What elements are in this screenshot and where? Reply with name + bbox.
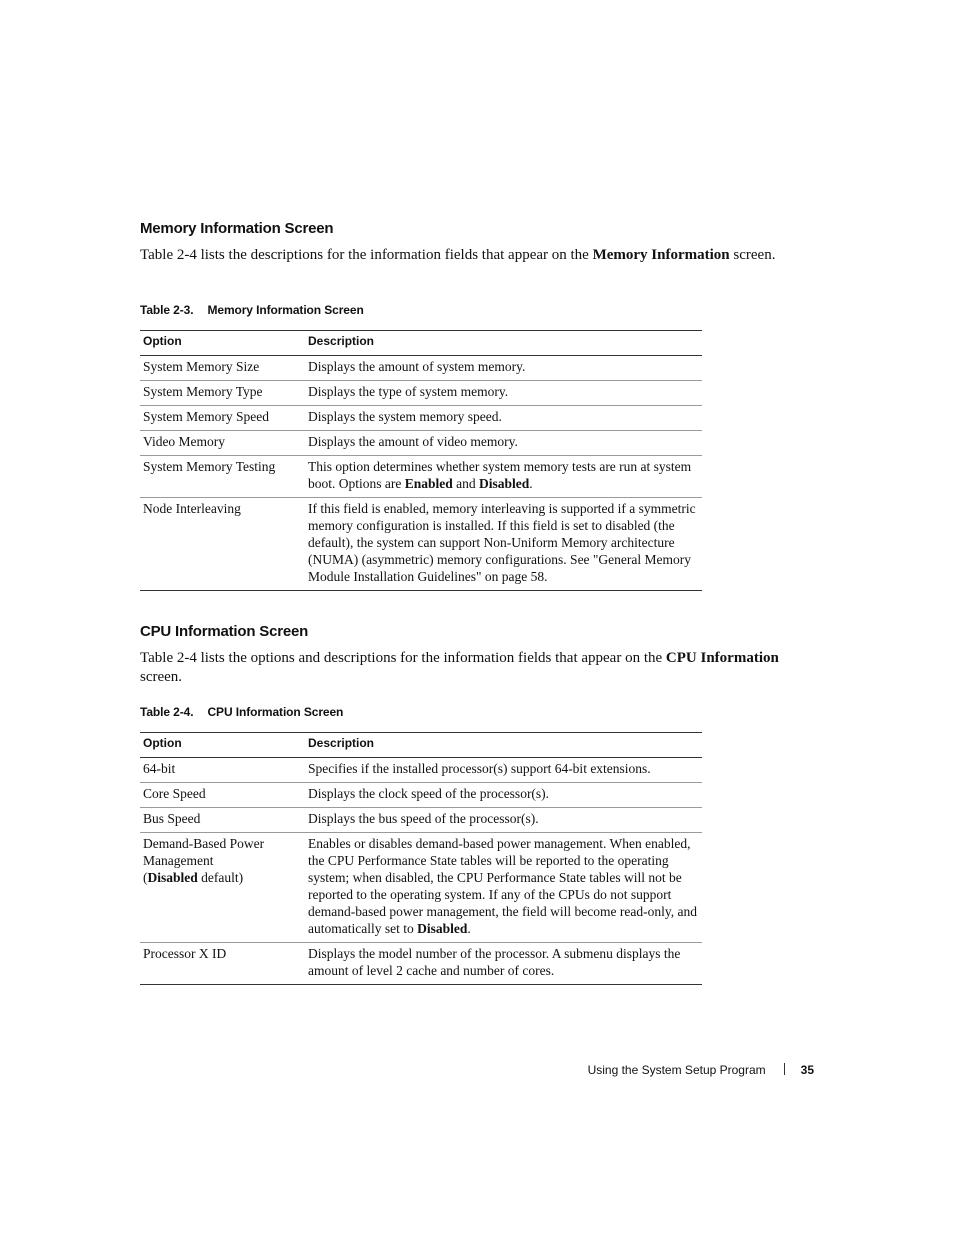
table-row [140,406,702,431]
table-row [140,808,702,833]
cpu-intro-text-end: screen. [140,669,183,685]
option-text: ( [143,870,148,885]
table-row [140,356,702,381]
column-header-option: Option [140,733,305,758]
table-row [140,783,702,808]
option-cell: System Memory Testing [140,456,305,498]
description-cell: Displays the amount of video memory. [305,431,702,456]
option-text: default) [197,870,244,885]
table-row [140,381,702,406]
description-cell: Displays the clock speed of the processor(s). [305,783,702,808]
option-cell: System Memory Type [140,381,305,406]
option-default-value: Disabled [147,870,198,885]
option-cell: Core Speed [140,783,305,808]
option-cell [140,833,305,943]
memory-table-number: Table 2-3. [140,303,194,317]
table-header-row [140,733,702,758]
memory-table-title: Memory Information Screen [207,303,364,317]
cpu-intro-bold: CPU Information [665,650,779,666]
column-header-description: Description [305,733,702,758]
memory-section-heading: Memory Information Screen [140,220,334,237]
table-row [140,943,702,985]
table-row [140,758,702,783]
option-cell: System Memory Speed [140,406,305,431]
memory-intro-text-end: screen. [729,247,776,263]
footer-separator [784,1063,785,1075]
description-text: . [529,476,533,491]
option-value-enabled: Enabled [404,476,453,491]
option-text: Demand-Based Power Management [143,836,265,868]
option-cell: Bus Speed [140,808,305,833]
description-text: Enables or disables demand-based power management. When enabled, the CPU Performance State tables will be reported to the operating system; when disabled, the CPU Performance State tables will not be reported to the operating system. If any of the CPUs do not support demand-based power management, the field will become read-only, and automatically set to [308,836,697,936]
cpu-section-heading: CPU Information Screen [140,623,309,640]
memory-intro-bold: Memory Information [592,247,730,263]
cpu-table-caption [140,705,343,720]
memory-table-caption [140,303,364,318]
option-cell: 64-bit [140,758,305,783]
option-cell: System Memory Size [140,356,305,381]
table-row [140,833,702,943]
column-header-option: Option [140,331,305,356]
description-cell [305,833,702,943]
cpu-table-title: CPU Information Screen [207,705,344,719]
description-cell: Specifies if the installed processor(s) support 64-bit extensions. [305,758,702,783]
table-header-row [140,331,702,356]
option-cell: Video Memory [140,431,305,456]
description-text: and [452,476,480,491]
option-cell: Node Interleaving [140,498,305,591]
description-cell: Displays the system memory speed. [305,406,702,431]
description-text: This option determines whether system memory tests are run at system boot. Options are [308,459,692,491]
option-value-disabled: Disabled [417,921,468,936]
description-cell [305,456,702,498]
cpu-information-table [140,732,702,985]
description-cell: Displays the bus speed of the processor(s). [305,808,702,833]
table-row [140,456,702,498]
column-header-description: Description [305,331,702,356]
description-text: . [467,921,471,936]
table-row [140,431,702,456]
memory-information-table [140,330,702,591]
footer-section-title: Using the System Setup Program [587,1063,766,1077]
description-cell: Displays the model number of the processor. A submenu displays the amount of level 2 cache and number of cores. [305,943,702,985]
page-footer [0,1062,814,1078]
description-cell: If this field is enabled, memory interleaving is supported if a symmetric memory configuration is installed. If this field is set to disabled (the default), the system can support Non-Uniform Memory architecture (NUMA) (asymmetric) memory configurations. See "General Memory Module Installation Guidelines" on page 58. [305,498,702,591]
cpu-intro-text: Table 2-4 lists the options and descriptions for the information fields that appear on the [140,650,666,666]
page-number: 35 [800,1063,814,1077]
option-cell: Processor X ID [140,943,305,985]
option-value-disabled: Disabled [479,476,530,491]
memory-intro-text: Table 2-4 lists the descriptions for the information fields that appear on the [140,247,593,263]
description-cell: Displays the type of system memory. [305,381,702,406]
description-cell: Displays the amount of system memory. [305,356,702,381]
cpu-intro-paragraph [140,649,780,687]
table-row [140,498,702,591]
cpu-table-number: Table 2-4. [140,705,194,719]
memory-intro-paragraph [140,246,780,265]
